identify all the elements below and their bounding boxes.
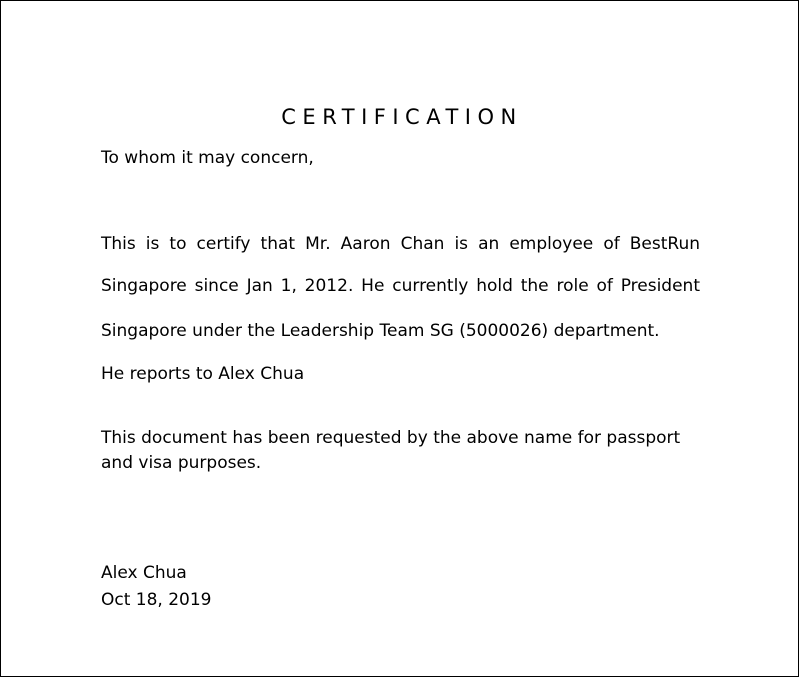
body-line-4: He reports to Alex Chua bbox=[101, 364, 305, 384]
body-line-2: Singapore since Jan 1, 2012. He currently hold the role of President bbox=[101, 276, 700, 296]
body-line-3: Singapore under the Leadership Team SG (5000026) department. bbox=[101, 321, 660, 341]
document-title: CERTIFICATION bbox=[281, 105, 523, 129]
purpose-line-2: and visa purposes. bbox=[101, 453, 262, 473]
body-line-1: This is to certify that Mr. Aaron Chan is an employee of BestRun bbox=[101, 234, 700, 254]
signature-date: Oct 18, 2019 bbox=[101, 590, 212, 610]
purpose-line-1: This document has been requested by the above name for passport bbox=[101, 428, 681, 448]
salutation: To whom it may concern, bbox=[101, 148, 314, 168]
signature-name: Alex Chua bbox=[101, 563, 187, 583]
